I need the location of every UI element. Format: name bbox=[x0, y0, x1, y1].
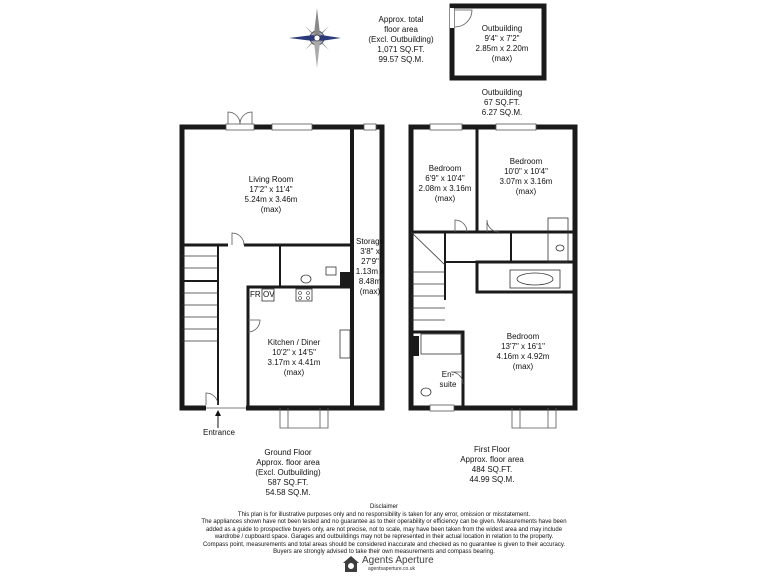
outbuilding-dims-imperial: 9'4" x 7'2" bbox=[484, 34, 520, 43]
entrance-arrow-icon bbox=[215, 410, 221, 428]
entrance-label bbox=[198, 428, 240, 438]
ground-floor-area-label bbox=[238, 448, 338, 498]
room-line: 27'9" bbox=[361, 257, 379, 266]
room-line: (max) bbox=[515, 187, 537, 196]
room-line: (max) bbox=[359, 287, 381, 296]
room-line: Bedroom bbox=[428, 164, 462, 173]
area-line: Approx. floor area bbox=[460, 455, 524, 464]
outbuilding-area-line: 67 SQ.FT. bbox=[483, 98, 520, 107]
compass-icon bbox=[289, 8, 341, 68]
house-icon bbox=[342, 555, 360, 573]
disclaimer-line: added as a guide to prospective buyers only, are not precise, not to scale, may have been taken from the widest area and may include bbox=[205, 526, 563, 533]
outbuilding-room-label bbox=[460, 24, 544, 64]
room-line: Kitchen / Diner bbox=[267, 338, 321, 347]
room-line: 5.24m x 3.46m bbox=[244, 195, 298, 204]
room-line: 17'2" x 11'4" bbox=[249, 185, 293, 194]
total-area-line: floor area bbox=[384, 25, 418, 34]
bedroom-right-label bbox=[482, 157, 570, 197]
area-line: (Excl. Outbuilding) bbox=[255, 468, 321, 477]
oven-label bbox=[263, 290, 275, 300]
room-line: Bedroom bbox=[509, 157, 543, 166]
room-line: (max) bbox=[260, 205, 282, 214]
room-line: Living Room bbox=[248, 175, 294, 184]
brand-url: agentsaperture.co.uk bbox=[368, 566, 415, 572]
room-line: 3.17m x 4.41m bbox=[267, 358, 321, 367]
room-line: 8.48m bbox=[358, 277, 382, 286]
outbuilding-dims-metric: 2.85m x 2.20m bbox=[475, 44, 529, 53]
bedroom-left-label bbox=[416, 164, 474, 204]
first-floor-area-label bbox=[442, 445, 542, 485]
disclaimer-title: Disclaimer bbox=[369, 504, 398, 510]
room-line: En- bbox=[441, 370, 455, 379]
brand-name: Agents Aperture bbox=[362, 555, 434, 566]
storage-label bbox=[352, 237, 388, 297]
room-line: Bedroom bbox=[506, 332, 540, 341]
room-line: 10'0" x 10'4" bbox=[504, 167, 548, 176]
outbuilding-name: Outbuilding bbox=[481, 24, 523, 33]
living-room-label bbox=[226, 175, 316, 215]
kitchen-label bbox=[252, 338, 336, 378]
room-line: suite bbox=[439, 380, 457, 389]
room-line: 3.07m x 3.16m bbox=[499, 177, 553, 186]
disclaimer-line: Buyers are strongly advised to take their own measurements and compass bearing. bbox=[273, 549, 495, 555]
room-line: (max) bbox=[283, 368, 305, 377]
area-line: 587 SQ.FT. bbox=[267, 478, 309, 487]
area-line: 484 SQ.FT. bbox=[471, 465, 513, 474]
total-area-line: 1,071 SQ.FT. bbox=[377, 45, 425, 54]
disclaimer-line: The appliances shown have not been tested and no guarantee as to their operability or efficiency can be given. Measurements have been bbox=[201, 519, 567, 525]
fridge-label bbox=[250, 290, 262, 300]
brand-logo bbox=[342, 555, 452, 575]
oven-text: OV bbox=[263, 290, 275, 299]
total-area-line: (Excl. Outbuilding) bbox=[368, 35, 434, 44]
room-line: Storage bbox=[355, 237, 385, 246]
disclaimer-line: Compass point, measurements and total areas should be considered inaccurate and checked as no guarantee is given to their accuracy. bbox=[202, 541, 566, 548]
area-line: Ground Floor bbox=[264, 448, 312, 457]
room-line: (max) bbox=[512, 362, 534, 371]
outbuilding-area-label bbox=[460, 88, 544, 118]
ensuite-label bbox=[434, 370, 462, 390]
room-line: 10'2" x 14'5" bbox=[272, 348, 316, 357]
room-line: 1.13m x bbox=[355, 267, 385, 276]
bedroom-main-label bbox=[478, 332, 568, 372]
disclaimer bbox=[150, 504, 618, 557]
disclaimer-line: wardrobe / cupboard space. Garages and outbuildings may not be represented in their actual location in relation to the property. bbox=[214, 534, 554, 540]
outbuilding-area-line: Outbuilding bbox=[481, 88, 523, 97]
room-line: 13'7" x 16'1" bbox=[501, 342, 545, 351]
total-area-line: Approx. total bbox=[378, 15, 424, 24]
room-line: 4.16m x 4.92m bbox=[496, 352, 550, 361]
room-line: 6'9" x 10'4" bbox=[425, 174, 465, 183]
room-line: (max) bbox=[434, 194, 456, 203]
area-line: Approx. floor area bbox=[256, 458, 320, 467]
room-line: 2.08m x 3.16m bbox=[418, 184, 472, 193]
entrance-text: Entrance bbox=[202, 428, 236, 437]
area-line: 54.58 SQ.M. bbox=[265, 488, 311, 497]
outbuilding-max: (max) bbox=[491, 54, 513, 63]
area-line: First Floor bbox=[474, 445, 510, 454]
fridge-text: FR bbox=[250, 290, 261, 299]
disclaimer-line: This plan is for illustrative purposes only and no responsibility is taken for any error, omission or misstatement. bbox=[237, 511, 531, 518]
total-area-label bbox=[346, 15, 456, 65]
room-line: 3'8" x bbox=[360, 247, 380, 256]
total-area-line: 99.57 SQ.M. bbox=[378, 55, 424, 64]
area-line: 44.99 SQ.M. bbox=[469, 475, 515, 484]
outbuilding-area-line: 6.27 SQ.M. bbox=[481, 108, 523, 117]
